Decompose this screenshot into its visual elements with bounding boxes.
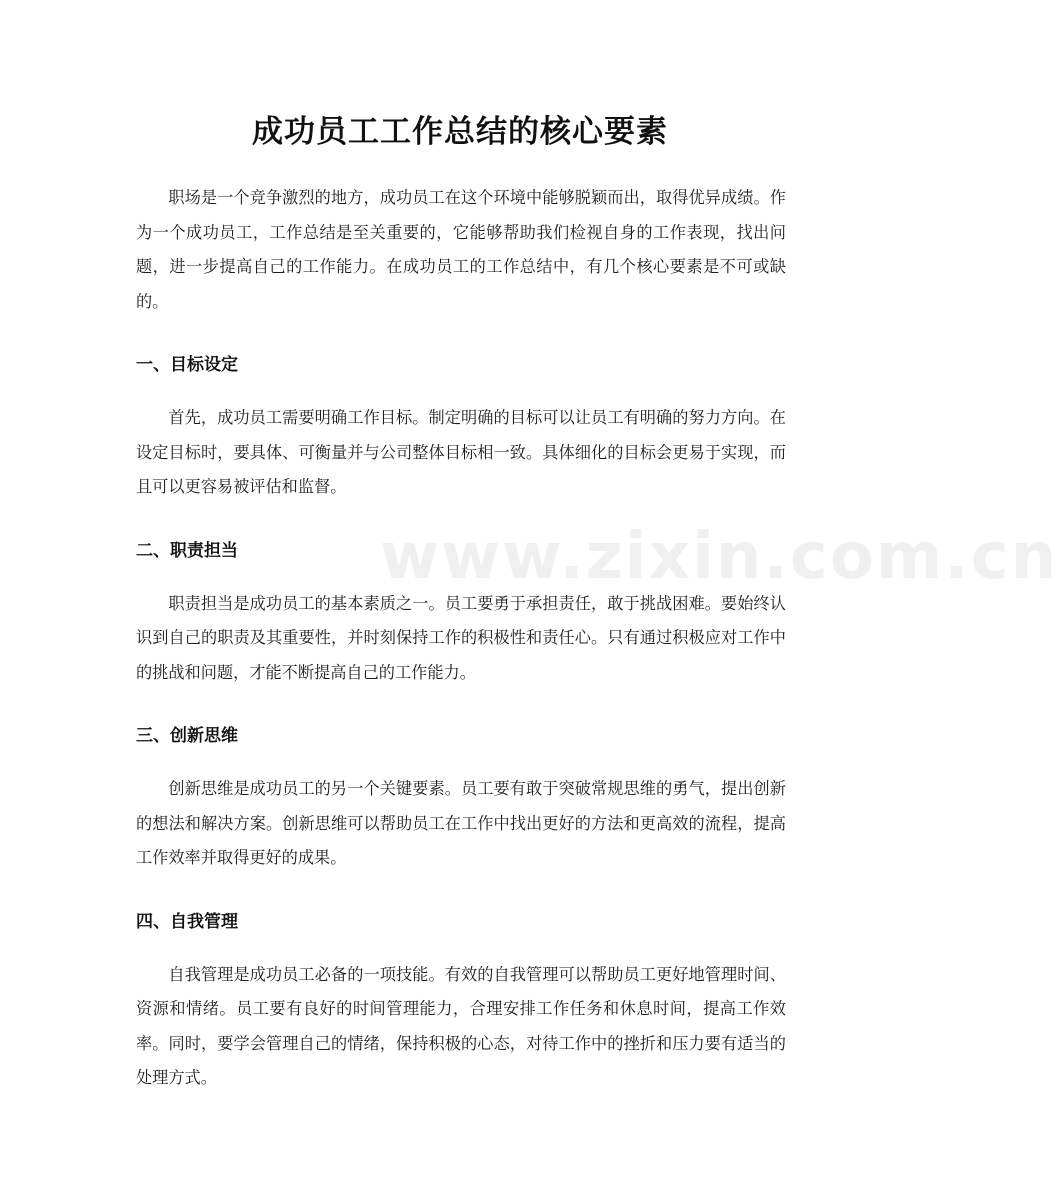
section-heading-responsibility: 二、职责担当 bbox=[136, 540, 238, 561]
section-body-goal-setting: 首先，成功员工需要明确工作目标。制定明确的目标可以让员工有明确的努力方向。在设定目标时，要具体、可衡量并与公司整体目标相一致。具体细化的目标会更易于实现，而且可以更容易被评估和监督。 bbox=[136, 408, 786, 496]
watermark: www.zixin.com.cn bbox=[380, 520, 1058, 594]
section-heading-goal-setting: 一、目标设定 bbox=[136, 355, 238, 375]
section-body-innovation: 创新思维是成功员工的另一个关键要素。员工要有敢于突破常规思维的勇气，提出创新的想法和解决方案。创新思维可以帮助员工在工作中找出更好的方法和更高效的流程，提高工作效率并取得更好的成果。 bbox=[136, 779, 786, 867]
document-title: 成功员工工作总结的核心要素 bbox=[252, 114, 668, 150]
section-body-responsibility: 职责担当是成功员工的基本素质之一。员工要勇于承担责任，敢于挑战困难。要始终认识到自己的职责及其重要性，并时刻保持工作的积极性和责任心。只有通过积极应对工作中的挑战和问题，才能不断提高自己的工作能力。 bbox=[136, 593, 786, 682]
intro-paragraph: 职场是一个竞争激烈的地方，成功员工在这个环境中能够脱颖而出，取得优异成绩。作为一个成功员工，工作总结是至关重要的，它能够帮助我们检视自身的工作表现，找出问题，进一步提高自己的工作能力。在成功员工的工作总结中，有几个核心要素是不可或缺的。 bbox=[136, 188, 786, 311]
document-body bbox=[136, 181, 786, 1096]
section-body-self-management: 自我管理是成功员工必备的一项技能。有效的自我管理可以帮助员工更好地管理时间、资源和情绪。员工要有良好的时间管理能力，合理安排工作任务和休息时间，提高工作效率。同时，要学会管理自己的情绪，保持积极的心态，对待工作中的挫折和压力要有适当的处理方式。 bbox=[136, 964, 786, 1087]
section-heading-innovation: 三、创新思维 bbox=[136, 726, 238, 746]
section-heading-self-management: 四、自我管理 bbox=[136, 911, 238, 932]
